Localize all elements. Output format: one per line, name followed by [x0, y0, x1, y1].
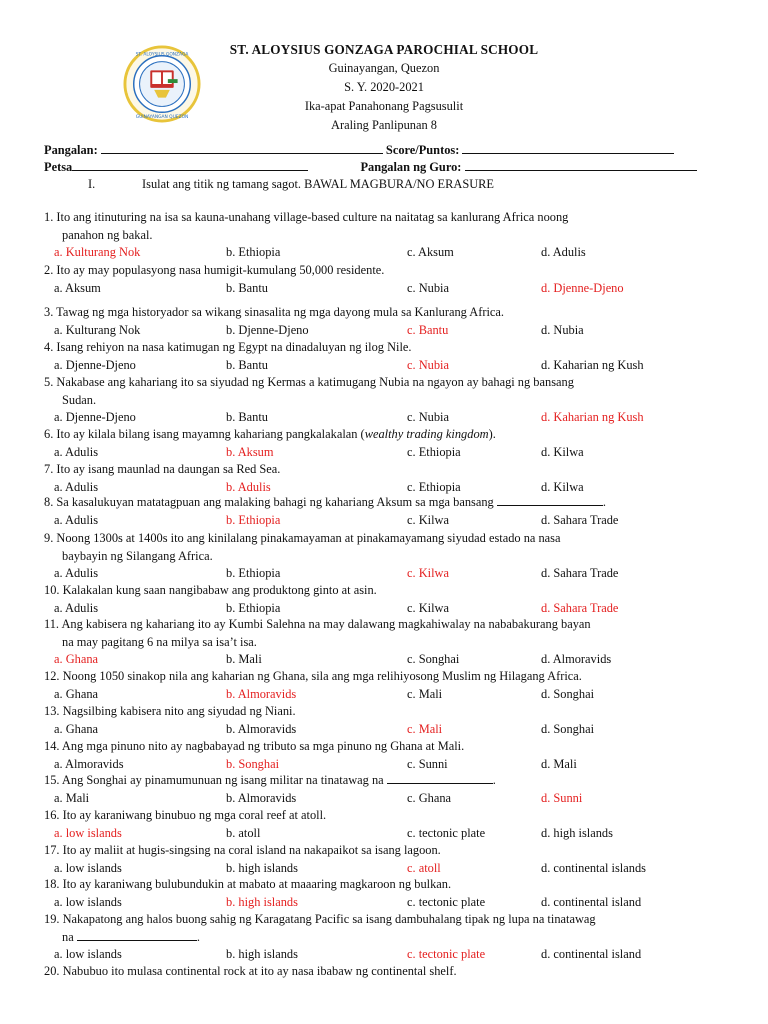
svg-text:ST. ALOYSIUS GONZAGA: ST. ALOYSIUS GONZAGA [135, 52, 189, 58]
question-7 [44, 461, 724, 496]
question-number: 1. [44, 210, 54, 224]
option-a[interactable]: a. low islands [54, 860, 122, 875]
option-a-correct[interactable]: a. Kulturang Nok [54, 245, 141, 259]
question-10 [44, 582, 724, 617]
question-number: 12. [44, 669, 60, 683]
option-a[interactable]: a. Mali [54, 790, 90, 805]
option-b[interactable]: b. Mali [226, 652, 262, 666]
option-b[interactable]: b. atoll [226, 825, 261, 840]
question-4 [44, 339, 724, 374]
question-1 [44, 209, 724, 261]
option-a[interactable]: a. Adulis [54, 600, 99, 615]
option-d[interactable]: d. Almoravids [541, 652, 612, 666]
answer-options [44, 280, 724, 297]
question-12 [44, 668, 724, 703]
option-b[interactable]: b. Ethiopia [226, 600, 281, 615]
option-d-correct[interactable]: d. Djenne-Djeno [541, 280, 624, 295]
answer-options [44, 946, 724, 963]
option-b-correct[interactable]: b. Adulis [226, 479, 271, 494]
option-a[interactable]: a. Aksum [54, 280, 101, 295]
question-number: 6. [44, 427, 54, 441]
option-b-correct[interactable]: b. Aksum [226, 444, 274, 459]
score-label: Score/Puntos: [385, 143, 460, 157]
option-a-correct[interactable]: a. low islands [54, 825, 122, 840]
instructions [88, 177, 494, 192]
question-17 [44, 842, 724, 877]
score-field[interactable] [462, 142, 674, 154]
question-stem [44, 494, 724, 512]
question-15 [44, 772, 724, 807]
name-score-row [44, 142, 724, 158]
question-text-end: . [602, 495, 606, 509]
answer-blank[interactable] [387, 772, 493, 784]
question-text: Ito ay karaniwang binubuo ng mga coral reef at atoll. [62, 808, 327, 822]
option-d[interactable]: d. continental island [541, 894, 642, 909]
question-stem [44, 616, 724, 651]
option-c[interactable]: c. Ghana [407, 790, 452, 805]
question-number: 18. [44, 877, 60, 891]
question-number: 7. [44, 462, 54, 476]
question-stem [44, 807, 724, 825]
question-stem [44, 582, 724, 600]
answer-options [44, 894, 724, 911]
option-b-correct[interactable]: b. Songhai [226, 756, 280, 771]
section-numeral: I. [88, 177, 96, 191]
option-c[interactable]: c. Kilwa [407, 600, 449, 615]
question-continuation [44, 548, 724, 566]
option-c[interactable]: c. Sunni [407, 756, 448, 771]
question-continuation-text: panahon ng bakal. [62, 227, 153, 242]
option-c[interactable]: c. tectonic plate [407, 825, 486, 840]
answer-options [44, 322, 724, 339]
name-field[interactable] [101, 142, 383, 154]
document-header [0, 40, 768, 135]
question-number: 9. [44, 531, 54, 545]
option-b[interactable]: b. Ethiopia [226, 566, 281, 580]
answer-options [44, 825, 724, 842]
option-d[interactable]: d. high islands [541, 825, 613, 840]
question-number: 2. [44, 263, 54, 277]
option-c[interactable]: c. Songhai [407, 652, 460, 666]
question-5 [44, 374, 724, 426]
question-number: 15. [44, 773, 60, 787]
answer-blank[interactable] [497, 494, 603, 506]
question-text-end: . [196, 929, 200, 944]
question-18 [44, 876, 724, 911]
school-name: ST. ALOYSIUS GONZAGA PAROCHIAL SCHOOL [229, 42, 539, 57]
option-d[interactable]: d. Mali [541, 756, 577, 771]
date-label: Petsa [44, 160, 73, 174]
question-16 [44, 807, 724, 842]
name-label: Pangalan: [44, 143, 98, 157]
subject-title: Araling Panlipunan 8 [331, 118, 437, 132]
teacher-label: Pangalan ng Guro: [360, 160, 462, 174]
option-d-correct[interactable]: d. Sahara Trade [541, 600, 619, 615]
option-b[interactable]: b. Ethiopia [226, 245, 281, 259]
question-text: Ito ay karaniwang bulubundukin at mabato at maaaring magkaroon ng bulkan. [62, 877, 452, 891]
question-number: 3. [44, 305, 54, 319]
question-stem [44, 209, 724, 244]
question-number: 11. [44, 617, 60, 631]
option-c[interactable]: c. tectonic plate [407, 894, 486, 909]
question-text: Nakabase ang kahariang ito sa siyudad ng Kermas a katimugang Nubia na ngayon ay bahagi ng bansang [56, 375, 574, 389]
option-d[interactable]: d. Sahara Trade [541, 566, 619, 580]
question-text: Ito ang itinuturing na isa sa kauna-unahang village-based culture na naitatag sa kanlurang Africa noong [56, 210, 569, 224]
question-number: 4. [44, 340, 54, 354]
question-continuation [44, 634, 724, 652]
question-continuation [44, 227, 724, 245]
question-continuation-text: baybayin ng Silangang Africa. [62, 548, 213, 563]
option-b-correct[interactable]: b. Ethiopia [226, 512, 281, 527]
option-d[interactable]: d. Adulis [541, 245, 586, 259]
option-d[interactable]: d. Nubia [541, 322, 584, 337]
question-text: Sa kasalukuyan matatagpuan ang malaking bahagi ng kahariang Aksum sa mga bansang [56, 495, 494, 509]
question-text: Nabubuo ito mulasa continental rock at ito ay nasa ibabaw ng continental shelf. [62, 964, 457, 978]
option-c[interactable]: c. Nubia [407, 280, 449, 295]
question-continuation-text: na [62, 929, 74, 944]
question-stem [44, 304, 724, 322]
question-continuation [44, 392, 724, 410]
question-text: Noong 1300s at 1400s ito ang kinilalang pinakamayaman at pinakamayamang siyudad estado na nasa [56, 531, 561, 545]
question-text: Isang rehiyon na nasa katimugan ng Egypt na dinadaluyan ng ilog Nile. [56, 340, 412, 354]
question-continuation-text: Sudan. [62, 392, 97, 407]
option-c-correct[interactable]: c. Mali [407, 721, 443, 736]
option-b[interactable]: b. Bantu [226, 280, 268, 295]
answer-options [44, 651, 724, 668]
question-italic-text: wealthy trading kingdom [364, 427, 489, 441]
option-d[interactable]: d. continental islands [541, 860, 646, 875]
date-field[interactable] [72, 159, 308, 171]
question-text: Ito ay kilala bilang isang mayamng kahariang pangkalakalan ( [56, 427, 365, 441]
question-text: Nagsilbing kabisera nito ang siyudad ng Niani. [62, 704, 296, 718]
answer-options [44, 479, 724, 496]
question-20 [44, 963, 724, 981]
answer-options [44, 444, 724, 461]
option-b[interactable]: b. Djenne-Djeno [226, 322, 309, 337]
option-c[interactable]: c. Nubia [407, 410, 449, 424]
option-a[interactable]: a. Djenne-Djeno [54, 357, 136, 372]
question-9 [44, 530, 724, 582]
question-11 [44, 616, 724, 668]
option-c[interactable]: c. Aksum [407, 245, 454, 259]
question-continuation [44, 929, 724, 947]
question-text: Ito ay maliit at hugis-singsing na coral island na nakapaikot sa isang lagoon. [62, 843, 441, 857]
question-number: 8. [44, 495, 54, 509]
option-d[interactable]: d. Kilwa [541, 444, 584, 459]
option-a[interactable]: a. Adulis [54, 479, 99, 494]
option-b[interactable]: b. Almoravids [226, 721, 297, 736]
option-a[interactable]: a. Almoravids [54, 756, 124, 771]
date-teacher-row [44, 159, 724, 175]
option-c-correct[interactable]: c. atoll [407, 860, 441, 875]
answer-options [44, 686, 724, 703]
question-stem [44, 738, 724, 756]
question-number: 19. [44, 912, 60, 926]
question-stem [44, 262, 724, 280]
answer-options [44, 512, 724, 529]
school-location: Guinayangan, Quezon [328, 61, 440, 75]
option-c[interactable]: c. Mali [407, 686, 443, 701]
option-d-correct[interactable]: d. Sunni [541, 790, 583, 805]
option-a[interactable]: a. Adulis [54, 512, 99, 527]
question-continuation-text: na may pagitang 6 na milya sa isa’t isa. [62, 634, 257, 649]
option-c-correct[interactable]: c. Nubia [407, 357, 449, 372]
question-text: Ang mga pinuno nito ay nagbabayad ng tributo sa mga pinuno ng Ghana at Mali. [61, 739, 465, 753]
question-stem [44, 530, 724, 565]
option-d[interactable]: d. Kilwa [541, 479, 584, 494]
option-b[interactable]: b. high islands [226, 860, 298, 875]
option-c-correct[interactable]: c. Bantu [407, 322, 449, 337]
question-8 [44, 494, 724, 529]
question-stem [44, 426, 724, 444]
question-text-end: ). [488, 427, 496, 441]
option-a-correct[interactable]: a. Ghana [54, 652, 99, 666]
option-b[interactable]: b. high islands [226, 947, 298, 961]
svg-text:GUINAYANGAN QUEZON: GUINAYANGAN QUEZON [135, 115, 189, 121]
question-2 [44, 262, 724, 297]
teacher-field[interactable] [465, 159, 697, 171]
question-stem [44, 339, 724, 357]
question-stem [44, 461, 724, 479]
question-19 [44, 911, 724, 963]
question-6 [44, 426, 724, 461]
option-b-correct[interactable]: b. high islands [226, 894, 298, 909]
question-number: 13. [44, 704, 60, 718]
school-year: S. Y. 2020-2021 [344, 80, 424, 94]
question-stem [44, 842, 724, 860]
option-a[interactable]: a. Ghana [54, 686, 99, 701]
question-text: Kalakalan kung saan nangibabaw ang produktong ginto at asin. [62, 583, 377, 597]
option-c-correct[interactable]: c. Kilwa [407, 566, 449, 580]
option-a[interactable]: a. Ghana [54, 721, 99, 736]
answer-options [44, 860, 724, 877]
answer-options [44, 409, 724, 426]
option-a[interactable]: a. Djenne-Djeno [54, 410, 136, 424]
question-text: Tawag ng mga historyador sa wikang sinasalita ng mga dayong mula sa Kanlurang Africa. [56, 305, 505, 319]
option-a[interactable]: a. low islands [54, 947, 122, 961]
question-text-end: . [492, 773, 496, 787]
answer-options [44, 600, 724, 617]
question-14 [44, 738, 724, 773]
option-c-correct[interactable]: c. tectonic plate [407, 947, 486, 961]
answer-options [44, 565, 724, 582]
option-d[interactable]: d. Sahara Trade [541, 512, 619, 527]
option-a[interactable]: a. Adulis [54, 566, 99, 580]
answer-options [44, 721, 724, 738]
option-b-correct[interactable]: b. Almoravids [226, 686, 297, 701]
option-d-correct[interactable]: d. Kaharian ng Kush [541, 410, 644, 424]
question-text: Nakapatong ang halos buong sahig ng Karagatang Pacific sa isang dambuhalang tipak ng lupa na tinatawag [62, 912, 596, 926]
option-b[interactable]: b. Bantu [226, 410, 268, 424]
option-b[interactable]: b. Almoravids [226, 790, 297, 805]
question-stem [44, 876, 724, 894]
question-stem [44, 374, 724, 409]
option-d[interactable]: d. Songhai [541, 686, 595, 701]
question-number: 5. [44, 375, 54, 389]
option-a[interactable]: a. low islands [54, 894, 122, 909]
answer-options [44, 357, 724, 374]
option-c[interactable]: c. Ethiopia [407, 479, 461, 494]
question-number: 17. [44, 843, 60, 857]
question-text: Ito ay isang maunlad na daungan sa Red Sea. [56, 462, 281, 476]
question-stem [44, 963, 724, 981]
question-text: Ito ay may populasyong nasa humigit-kumulang 50,000 residente. [56, 263, 385, 277]
option-a[interactable]: a. Kulturang Nok [54, 322, 141, 337]
answer-options [44, 244, 724, 261]
question-stem [44, 703, 724, 721]
option-c[interactable]: c. Ethiopia [407, 444, 461, 459]
answer-options [44, 790, 724, 807]
question-stem [44, 911, 724, 946]
option-a[interactable]: a. Adulis [54, 444, 99, 459]
question-3 [44, 304, 724, 339]
instructions-text: Isulat ang titik ng tamang sagot. BAWAL MAGBURA/NO ERASURE [142, 177, 495, 191]
answer-blank[interactable] [77, 929, 197, 941]
answer-options [44, 756, 724, 773]
question-text: Noong 1050 sinakop nila ang kaharian ng Ghana, sila ang mga relihiyosong Muslim ng Hilagang Africa. [62, 669, 582, 683]
exam-title: Ika-apat Panahonang Pagsusulit [304, 99, 464, 113]
option-d[interactable]: d. Kaharian ng Kush [541, 357, 644, 372]
option-c[interactable]: c. Kilwa [407, 512, 449, 527]
question-number: 20. [44, 964, 60, 978]
option-d[interactable]: d. Songhai [541, 721, 595, 736]
option-d[interactable]: d. continental island [541, 947, 642, 961]
question-text: Ang kabisera ng kahariang ito ay Kumbi Salehna na may dalawang magkahiwalay na nababakurang bayan [61, 617, 591, 631]
question-number: 14. [44, 739, 60, 753]
question-stem [44, 668, 724, 686]
question-stem [44, 772, 724, 790]
question-13 [44, 703, 724, 738]
question-text: Ang Songhai ay pinamumunuan ng isang militar na tinatawag na [61, 773, 384, 787]
question-number: 16. [44, 808, 60, 822]
option-b[interactable]: b. Bantu [226, 357, 268, 372]
question-number: 10. [44, 583, 60, 597]
